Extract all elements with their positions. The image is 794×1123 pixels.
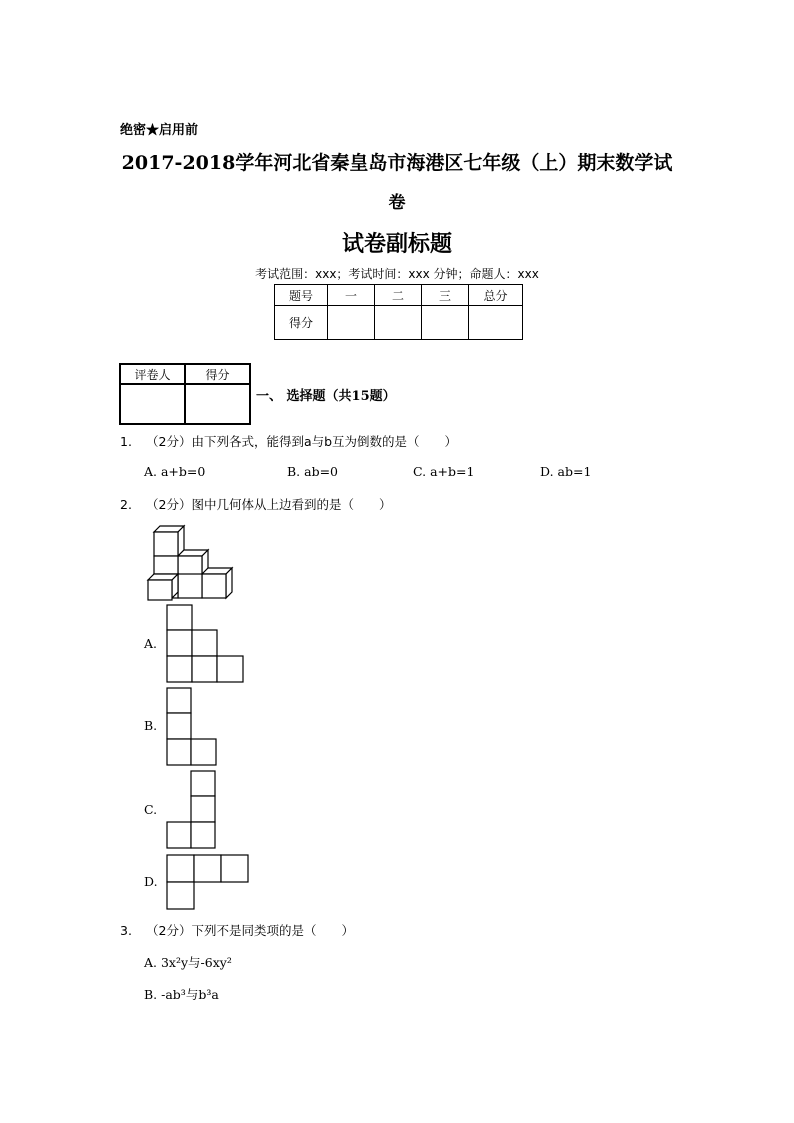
question-3: [120, 921, 354, 939]
grader-header-cell: 评卷人: [120, 364, 185, 384]
section-heading: 一、 选择题（共15题）: [256, 389, 396, 404]
score-row-label: 得分: [275, 306, 328, 340]
score-cell: [328, 306, 375, 340]
q2-option-c-label: C.: [144, 802, 158, 817]
cube-solid-figure: [140, 518, 240, 602]
exam-title-line-1: 2017-2018学年河北省秦皇岛市海港区七年级（上）期末数学试: [121, 152, 673, 174]
exam-subtitle: 试卷副标题: [341, 231, 452, 257]
question-text: （2分）图中几何体从上边看到的是（ ）: [146, 497, 392, 512]
score-header-cell: 总分: [469, 285, 523, 306]
question-text: （2分）由下列各式，能得到a与b互为倒数的是（ ）: [146, 434, 458, 449]
grader-cell: [185, 384, 250, 424]
confidential-mark: 绝密★启用前: [120, 123, 199, 138]
q2-option-c-figure: [167, 771, 221, 851]
score-cell: [375, 306, 422, 340]
question-text: （2分）下列不是同类项的是（ ）: [146, 923, 354, 938]
grader-cell: [120, 384, 185, 424]
q2-option-a-figure: [167, 605, 247, 685]
q1-option-a: A. a+b=0: [144, 464, 206, 479]
cube-top: [154, 526, 184, 556]
question-2: [120, 495, 391, 513]
grader-table: [119, 363, 251, 425]
score-table: [274, 284, 523, 340]
q2-option-d-figure: [167, 855, 251, 913]
cube-bottom-right: [178, 574, 202, 598]
q2-option-b-label: B.: [144, 718, 158, 733]
score-header-cell: 三: [422, 285, 469, 306]
score-header-cell: 二: [375, 285, 422, 306]
q1-option-c: C. a+b=1: [413, 464, 475, 479]
q2-option-b-figure: [167, 688, 221, 768]
q3-option-b: B. -ab³与b³a: [144, 987, 219, 1002]
q2-option-a-label: A.: [144, 636, 158, 651]
q1-option-d: D. ab=1: [540, 464, 592, 479]
cube-bottom-far-right: [202, 568, 232, 598]
question-number: 1.: [120, 434, 132, 449]
q2-option-d-label: D.: [144, 874, 158, 889]
question-number: 3.: [120, 923, 132, 938]
question-1: [120, 432, 457, 450]
cube-front-left: [148, 574, 178, 600]
score-cell: [469, 306, 523, 340]
exam-info: 考试范围：xxx；考试时间：xxx 分钟；命题人：xxx: [255, 267, 539, 281]
score-header-cell: 题号: [275, 285, 328, 306]
score-cell: [422, 306, 469, 340]
q3-option-a: A. 3x²y与-6xy²: [144, 955, 232, 970]
exam-title-line-2: 卷: [388, 193, 406, 213]
question-number: 2.: [120, 497, 132, 512]
grader-header-cell: 得分: [185, 364, 250, 384]
score-header-cell: 一: [328, 285, 375, 306]
q1-option-b: B. ab=0: [287, 464, 339, 479]
